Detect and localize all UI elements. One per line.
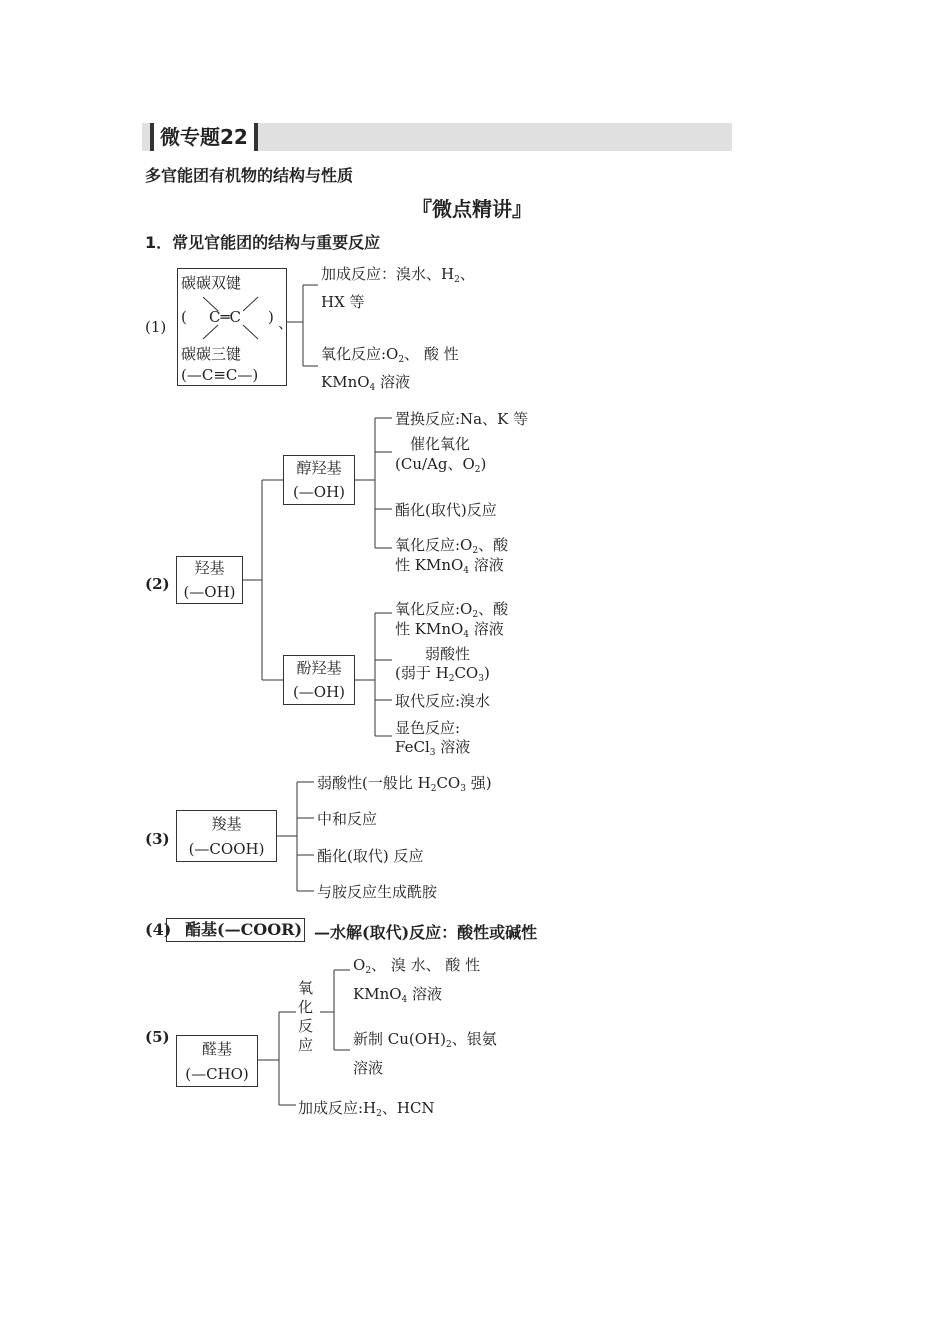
hydroxyl-label: 羟基 xyxy=(194,559,225,577)
group-1-separator: 、 xyxy=(278,314,294,332)
g1-addition-line2: HX 等 xyxy=(321,293,365,311)
carboxyl-neutralization: 中和反应 xyxy=(317,810,378,828)
alc-substitution: 置换反应:Na、K 等 xyxy=(395,410,529,428)
triple-bond-formula: (—C≡C—) xyxy=(181,366,259,384)
ester-hydrolysis: —水解(取代)反应：酸性或碱性 xyxy=(314,923,538,942)
hydroxyl-formula: (—OH) xyxy=(183,583,236,601)
alcohol-hydroxyl-formula: (—OH) xyxy=(292,483,346,501)
phe-oxidation-line2: 性 KMnO$_4$ 溶液 xyxy=(395,620,504,640)
carboxyl-esterification: 酯化(取代) 反应 xyxy=(317,847,424,865)
carboxyl-weak-acidity: 弱酸性(一般比 $H_2CO_3$ 强) xyxy=(317,774,492,794)
carboxyl-formula: (—COOH) xyxy=(188,840,265,858)
aldehyde-label: 醛基 xyxy=(201,1040,232,1058)
ald-oxidant-2-line2: 溶液 xyxy=(353,1059,384,1077)
oxidation-char-3: 反 xyxy=(298,1017,314,1035)
phenol-hydroxyl-label: 酚羟基 xyxy=(296,659,342,677)
ald-oxidant-2-line1: 新制 $Cu(OH)_2$、银氨 xyxy=(353,1030,497,1050)
double-bond-label: 碳碳双键 xyxy=(181,274,242,292)
carboxyl-label: 羧基 xyxy=(211,815,242,833)
aldehyde-formula: (—CHO) xyxy=(185,1065,249,1083)
banner-title: 微专题22 xyxy=(150,123,258,151)
phe-substitution: 取代反应:溴水 xyxy=(395,692,491,710)
ald-oxidant-1-line2: KMnO$_4$ 溶液 xyxy=(353,985,443,1005)
point-1-heading: 1．常见官能团的结构与重要反应 xyxy=(145,233,381,252)
alc-oxidation-line1: 氧化反应$:O_2$、酸 xyxy=(395,536,509,556)
alcohol-hydroxyl-label: 醇羟基 xyxy=(296,459,342,477)
g1-oxidation-line2: KMnO$_4$ 溶液 xyxy=(321,373,411,393)
ester-box: 酯基(—COOR) xyxy=(166,918,305,942)
g1-oxidation-line1: 氧化反应$:O_2$、 酸 性 xyxy=(321,345,459,365)
double-bond-formula: C═C xyxy=(209,308,241,326)
phe-oxidation-line1: 氧化反应$:O_2$、酸 xyxy=(395,600,509,620)
alc-oxidation-line2: 性 KMnO$_4$ 溶液 xyxy=(395,556,504,576)
phe-color-reagent: FeCl$_3$ 溶液 xyxy=(395,738,471,758)
phe-weak-acidity-note: (弱于 $H_2CO_3$) xyxy=(395,664,490,684)
alc-esterification: 酯化(取代)反应 xyxy=(395,501,497,519)
subtitle: 多官能团有机物的结构与性质 xyxy=(145,166,354,185)
alc-catalytic-oxidation: 催化氧化 xyxy=(410,435,471,453)
oxidation-char-2: 化 xyxy=(298,998,314,1016)
group-2-label: (2) xyxy=(145,575,170,593)
group-4-label: (4) xyxy=(145,920,172,939)
oxidation-char-1: 氧 xyxy=(298,979,314,997)
ald-addition: 加成反应$:H_2$、HCN xyxy=(298,1099,435,1119)
carboxyl-amide: 与胺反应生成酰胺 xyxy=(317,883,438,901)
ald-oxidant-1-line1: $O_2$、 溴 水、 酸 性 xyxy=(353,956,481,976)
alc-catalytic-conditions: (Cu/Ag、$O_2$) xyxy=(395,455,487,475)
phe-weak-acidity: 弱酸性 xyxy=(425,645,471,663)
group-3-label: (3) xyxy=(145,830,170,848)
group-5-label: (5) xyxy=(145,1028,170,1046)
group-1-label: (1) xyxy=(145,318,167,336)
double-bond-paren-close: ) xyxy=(268,308,274,326)
section-title: 『微点精讲』 xyxy=(412,197,532,221)
g1-addition-line1: 加成反应：溴水、$H_2$、 xyxy=(321,265,475,285)
triple-bond-label: 碳碳三键 xyxy=(181,345,242,363)
phe-color-reaction: 显色反应: xyxy=(395,719,461,737)
double-bond-paren-open: ( xyxy=(181,308,187,326)
oxidation-char-4: 应 xyxy=(298,1036,314,1054)
phenol-hydroxyl-formula: (—OH) xyxy=(292,683,346,701)
